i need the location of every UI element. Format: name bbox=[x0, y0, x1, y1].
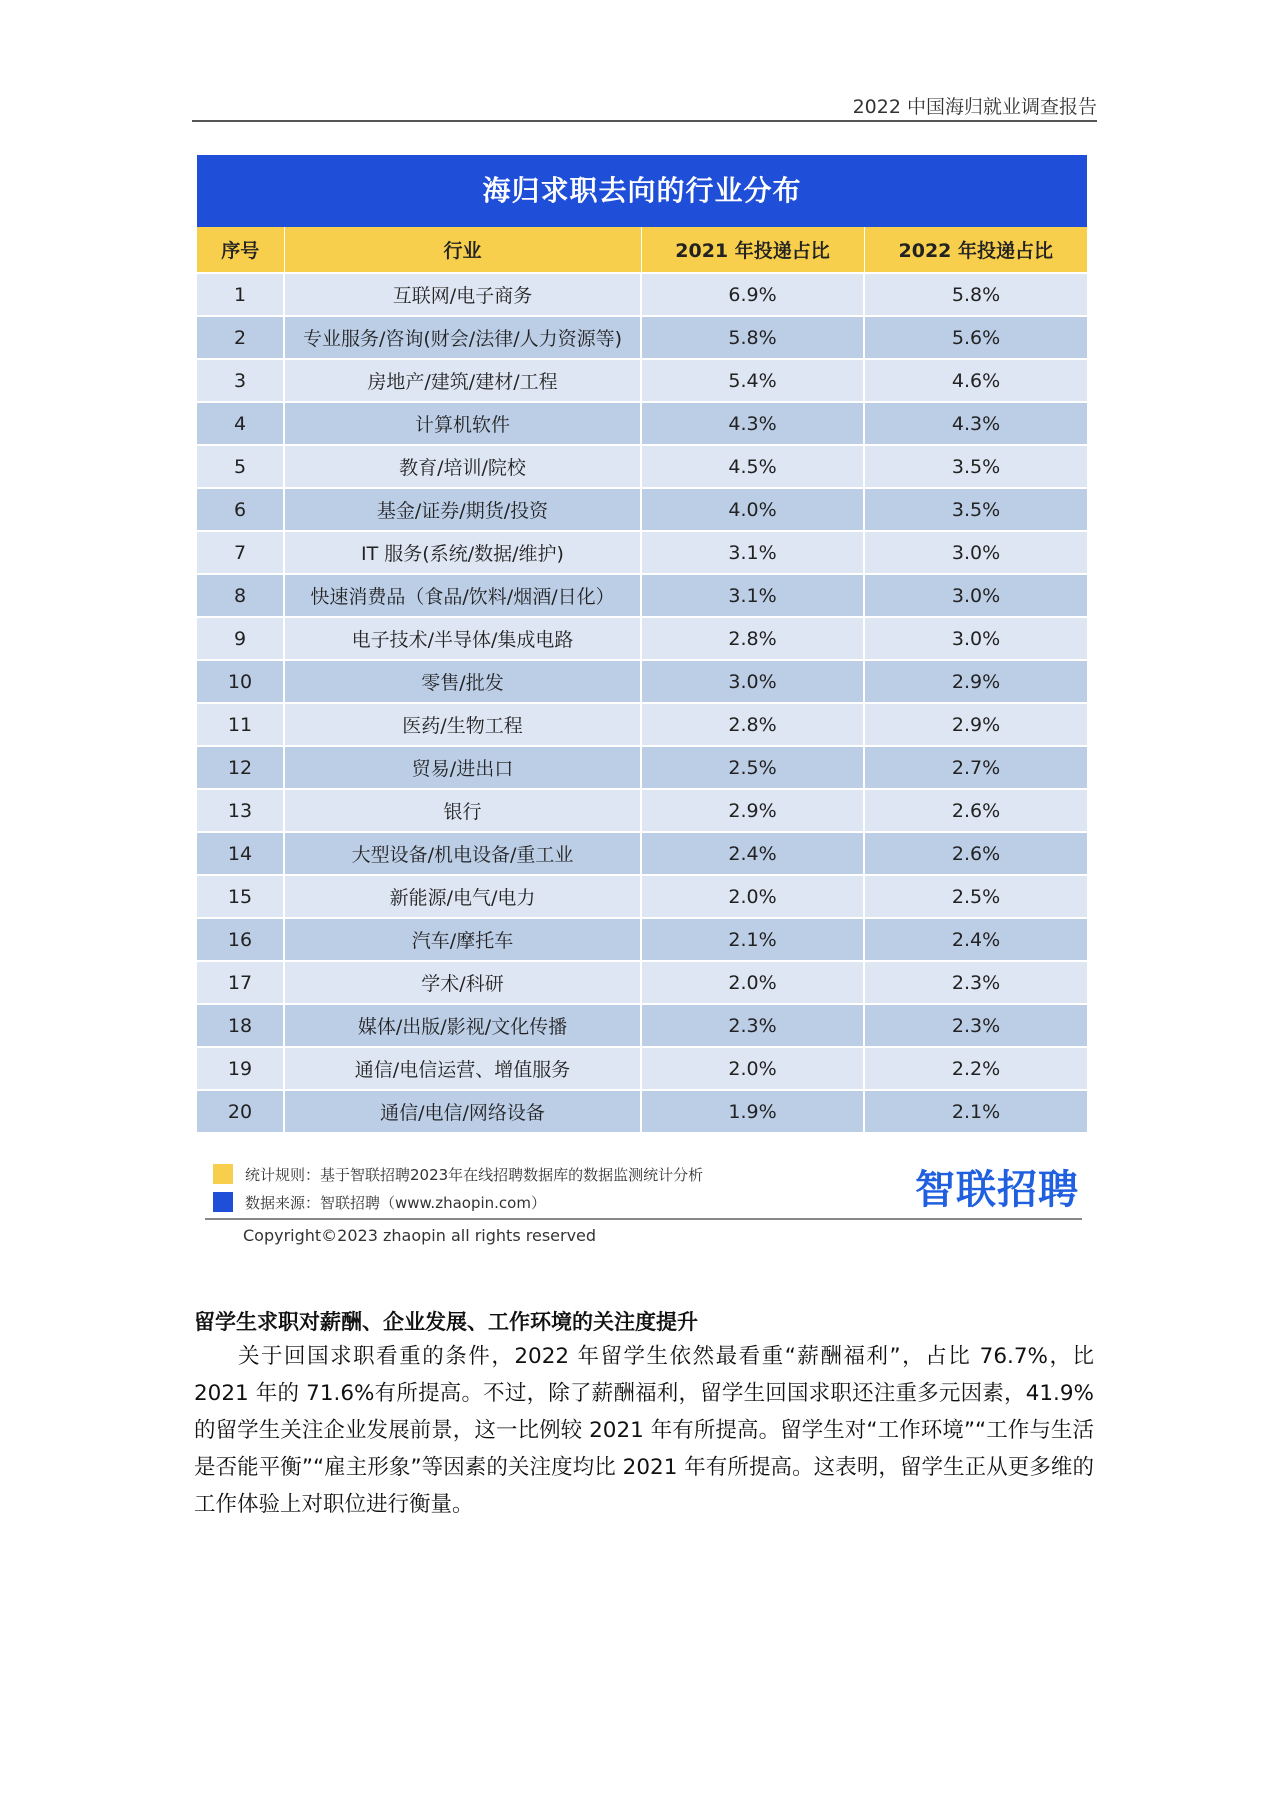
legend-source-row bbox=[213, 1188, 773, 1216]
table-row bbox=[197, 875, 1087, 918]
table-row bbox=[197, 961, 1087, 1004]
table-row bbox=[197, 832, 1087, 875]
row-2022-share: 2.5% bbox=[864, 875, 1087, 918]
table-row bbox=[197, 1047, 1087, 1090]
table-row bbox=[197, 789, 1087, 832]
row-2022-share: 3.5% bbox=[864, 445, 1087, 488]
row-industry: 大型设备/机电设备/重工业 bbox=[284, 832, 641, 875]
column-header-index: 序号 bbox=[197, 227, 284, 273]
row-industry: 通信/电信运营、增值服务 bbox=[284, 1047, 641, 1090]
legend-source-text: 数据来源：智联招聘（www.zhaopin.com） bbox=[245, 1193, 546, 1212]
blue-square-icon bbox=[213, 1192, 233, 1212]
row-2022-share: 5.6% bbox=[864, 316, 1087, 359]
row-industry: 银行 bbox=[284, 789, 641, 832]
table-row bbox=[197, 488, 1087, 531]
row-industry: 互联网/电子商务 bbox=[284, 273, 641, 316]
row-2022-share: 2.9% bbox=[864, 660, 1087, 703]
legend-rule-text: 统计规则：基于智联招聘2023年在线招聘数据库的数据监测统计分析 bbox=[245, 1165, 704, 1184]
row-2021-share: 2.0% bbox=[641, 1047, 864, 1090]
column-header-industry: 行业 bbox=[284, 227, 641, 273]
row-index: 14 bbox=[197, 832, 284, 875]
row-2021-share: 6.9% bbox=[641, 273, 864, 316]
table-row bbox=[197, 445, 1087, 488]
row-2022-share: 2.6% bbox=[864, 832, 1087, 875]
row-industry: 汽车/摩托车 bbox=[284, 918, 641, 961]
row-2021-share: 2.8% bbox=[641, 703, 864, 746]
table-row bbox=[197, 660, 1087, 703]
row-2021-share: 2.3% bbox=[641, 1004, 864, 1047]
row-index: 5 bbox=[197, 445, 284, 488]
table-title: 海归求职去向的行业分布 bbox=[197, 155, 1087, 227]
row-index: 11 bbox=[197, 703, 284, 746]
row-index: 6 bbox=[197, 488, 284, 531]
row-2021-share: 2.5% bbox=[641, 746, 864, 789]
row-2022-share: 2.7% bbox=[864, 746, 1087, 789]
row-2021-share: 4.3% bbox=[641, 402, 864, 445]
table-row bbox=[197, 1004, 1087, 1047]
table-row bbox=[197, 531, 1087, 574]
row-2021-share: 2.9% bbox=[641, 789, 864, 832]
header-divider bbox=[192, 120, 1097, 122]
table-legend bbox=[213, 1160, 773, 1216]
row-industry: 房地产/建筑/建材/工程 bbox=[284, 359, 641, 402]
row-2021-share: 1.9% bbox=[641, 1090, 864, 1132]
row-index: 17 bbox=[197, 961, 284, 1004]
row-2022-share: 3.5% bbox=[864, 488, 1087, 531]
row-index: 3 bbox=[197, 359, 284, 402]
table-row bbox=[197, 703, 1087, 746]
row-industry: 新能源/电气/电力 bbox=[284, 875, 641, 918]
table-row bbox=[197, 746, 1087, 789]
column-header-2022-share: 2022 年投递占比 bbox=[864, 227, 1087, 273]
row-index: 9 bbox=[197, 617, 284, 660]
table-row bbox=[197, 273, 1087, 316]
row-2021-share: 5.8% bbox=[641, 316, 864, 359]
footer-divider bbox=[205, 1218, 1082, 1220]
row-industry: 教育/培训/院校 bbox=[284, 445, 641, 488]
row-index: 12 bbox=[197, 746, 284, 789]
industry-table-container bbox=[197, 155, 1087, 1132]
row-2022-share: 3.0% bbox=[864, 531, 1087, 574]
row-2021-share: 3.0% bbox=[641, 660, 864, 703]
row-2021-share: 5.4% bbox=[641, 359, 864, 402]
copyright-text: Copyright©2023 zhaopin all rights reserved bbox=[243, 1226, 597, 1245]
row-2022-share: 2.2% bbox=[864, 1047, 1087, 1090]
row-index: 7 bbox=[197, 531, 284, 574]
row-industry: 快速消费品（食品/饮料/烟酒/日化） bbox=[284, 574, 641, 617]
row-industry: 学术/科研 bbox=[284, 961, 641, 1004]
row-2021-share: 3.1% bbox=[641, 531, 864, 574]
table-row bbox=[197, 918, 1087, 961]
table-row bbox=[197, 617, 1087, 660]
row-index: 20 bbox=[197, 1090, 284, 1132]
table-row bbox=[197, 574, 1087, 617]
row-industry: 媒体/出版/影视/文化传播 bbox=[284, 1004, 641, 1047]
row-2022-share: 2.3% bbox=[864, 961, 1087, 1004]
table-row bbox=[197, 1090, 1087, 1132]
row-2022-share: 2.9% bbox=[864, 703, 1087, 746]
report-header-title: 2022 中国海归就业调查报告 bbox=[852, 96, 1097, 118]
table-row bbox=[197, 402, 1087, 445]
row-2021-share: 2.0% bbox=[641, 875, 864, 918]
row-index: 2 bbox=[197, 316, 284, 359]
row-industry: 电子技术/半导体/集成电路 bbox=[284, 617, 641, 660]
row-2022-share: 2.1% bbox=[864, 1090, 1087, 1132]
yellow-square-icon bbox=[213, 1164, 233, 1184]
column-header-2021-share: 2021 年投递占比 bbox=[641, 227, 864, 273]
row-industry: 贸易/进出口 bbox=[284, 746, 641, 789]
row-index: 13 bbox=[197, 789, 284, 832]
row-2022-share: 2.3% bbox=[864, 1004, 1087, 1047]
row-2021-share: 2.1% bbox=[641, 918, 864, 961]
legend-rule-row bbox=[213, 1160, 773, 1188]
row-industry: 计算机软件 bbox=[284, 402, 641, 445]
row-2022-share: 2.4% bbox=[864, 918, 1087, 961]
row-index: 16 bbox=[197, 918, 284, 961]
row-2021-share: 2.0% bbox=[641, 961, 864, 1004]
row-2021-share: 2.4% bbox=[641, 832, 864, 875]
row-index: 4 bbox=[197, 402, 284, 445]
row-2021-share: 4.0% bbox=[641, 488, 864, 531]
row-2021-share: 2.8% bbox=[641, 617, 864, 660]
row-2022-share: 3.0% bbox=[864, 617, 1087, 660]
row-2022-share: 4.6% bbox=[864, 359, 1087, 402]
zhaopin-logo: 智联招聘 bbox=[915, 1167, 1079, 1213]
industry-distribution-table bbox=[197, 227, 1087, 1132]
row-2021-share: 3.1% bbox=[641, 574, 864, 617]
row-2022-share: 4.3% bbox=[864, 402, 1087, 445]
table-header-row bbox=[197, 227, 1087, 273]
row-industry: 通信/电信/网络设备 bbox=[284, 1090, 641, 1132]
row-industry: IT 服务(系统/数据/维护) bbox=[284, 531, 641, 574]
row-industry: 医药/生物工程 bbox=[284, 703, 641, 746]
row-2022-share: 2.6% bbox=[864, 789, 1087, 832]
row-2022-share: 5.8% bbox=[864, 273, 1087, 316]
row-industry: 基金/证券/期货/投资 bbox=[284, 488, 641, 531]
row-index: 18 bbox=[197, 1004, 284, 1047]
row-industry: 专业服务/咨询(财会/法律/人力资源等) bbox=[284, 316, 641, 359]
row-index: 19 bbox=[197, 1047, 284, 1090]
table-row bbox=[197, 359, 1087, 402]
row-2021-share: 4.5% bbox=[641, 445, 864, 488]
table-row bbox=[197, 316, 1087, 359]
row-index: 10 bbox=[197, 660, 284, 703]
section-heading: 留学生求职对薪酬、企业发展、工作环境的关注度提升 bbox=[194, 1310, 698, 1334]
row-index: 1 bbox=[197, 273, 284, 316]
row-index: 15 bbox=[197, 875, 284, 918]
section-paragraph: 关于回国求职看重的条件，2022 年留学生依然最看重“薪酬福利”，占比 76.7%，比 2021 年的 71.6%有所提高。不过，除了薪酬福利，留学生回国求职还注重多元因素，41.9%的留学生关注企业发展前景，这一比例较 2021 年有所提高。留学生对“工作环境”“工作与生活是否能平衡”“雇主形象”等因素的关注度均比 2021 年有所提高。这表明，留学生正从更多维的工作体验上对职位进行衡量。 bbox=[194, 1344, 1094, 1517]
row-industry: 零售/批发 bbox=[284, 660, 641, 703]
row-index: 8 bbox=[197, 574, 284, 617]
row-2022-share: 3.0% bbox=[864, 574, 1087, 617]
